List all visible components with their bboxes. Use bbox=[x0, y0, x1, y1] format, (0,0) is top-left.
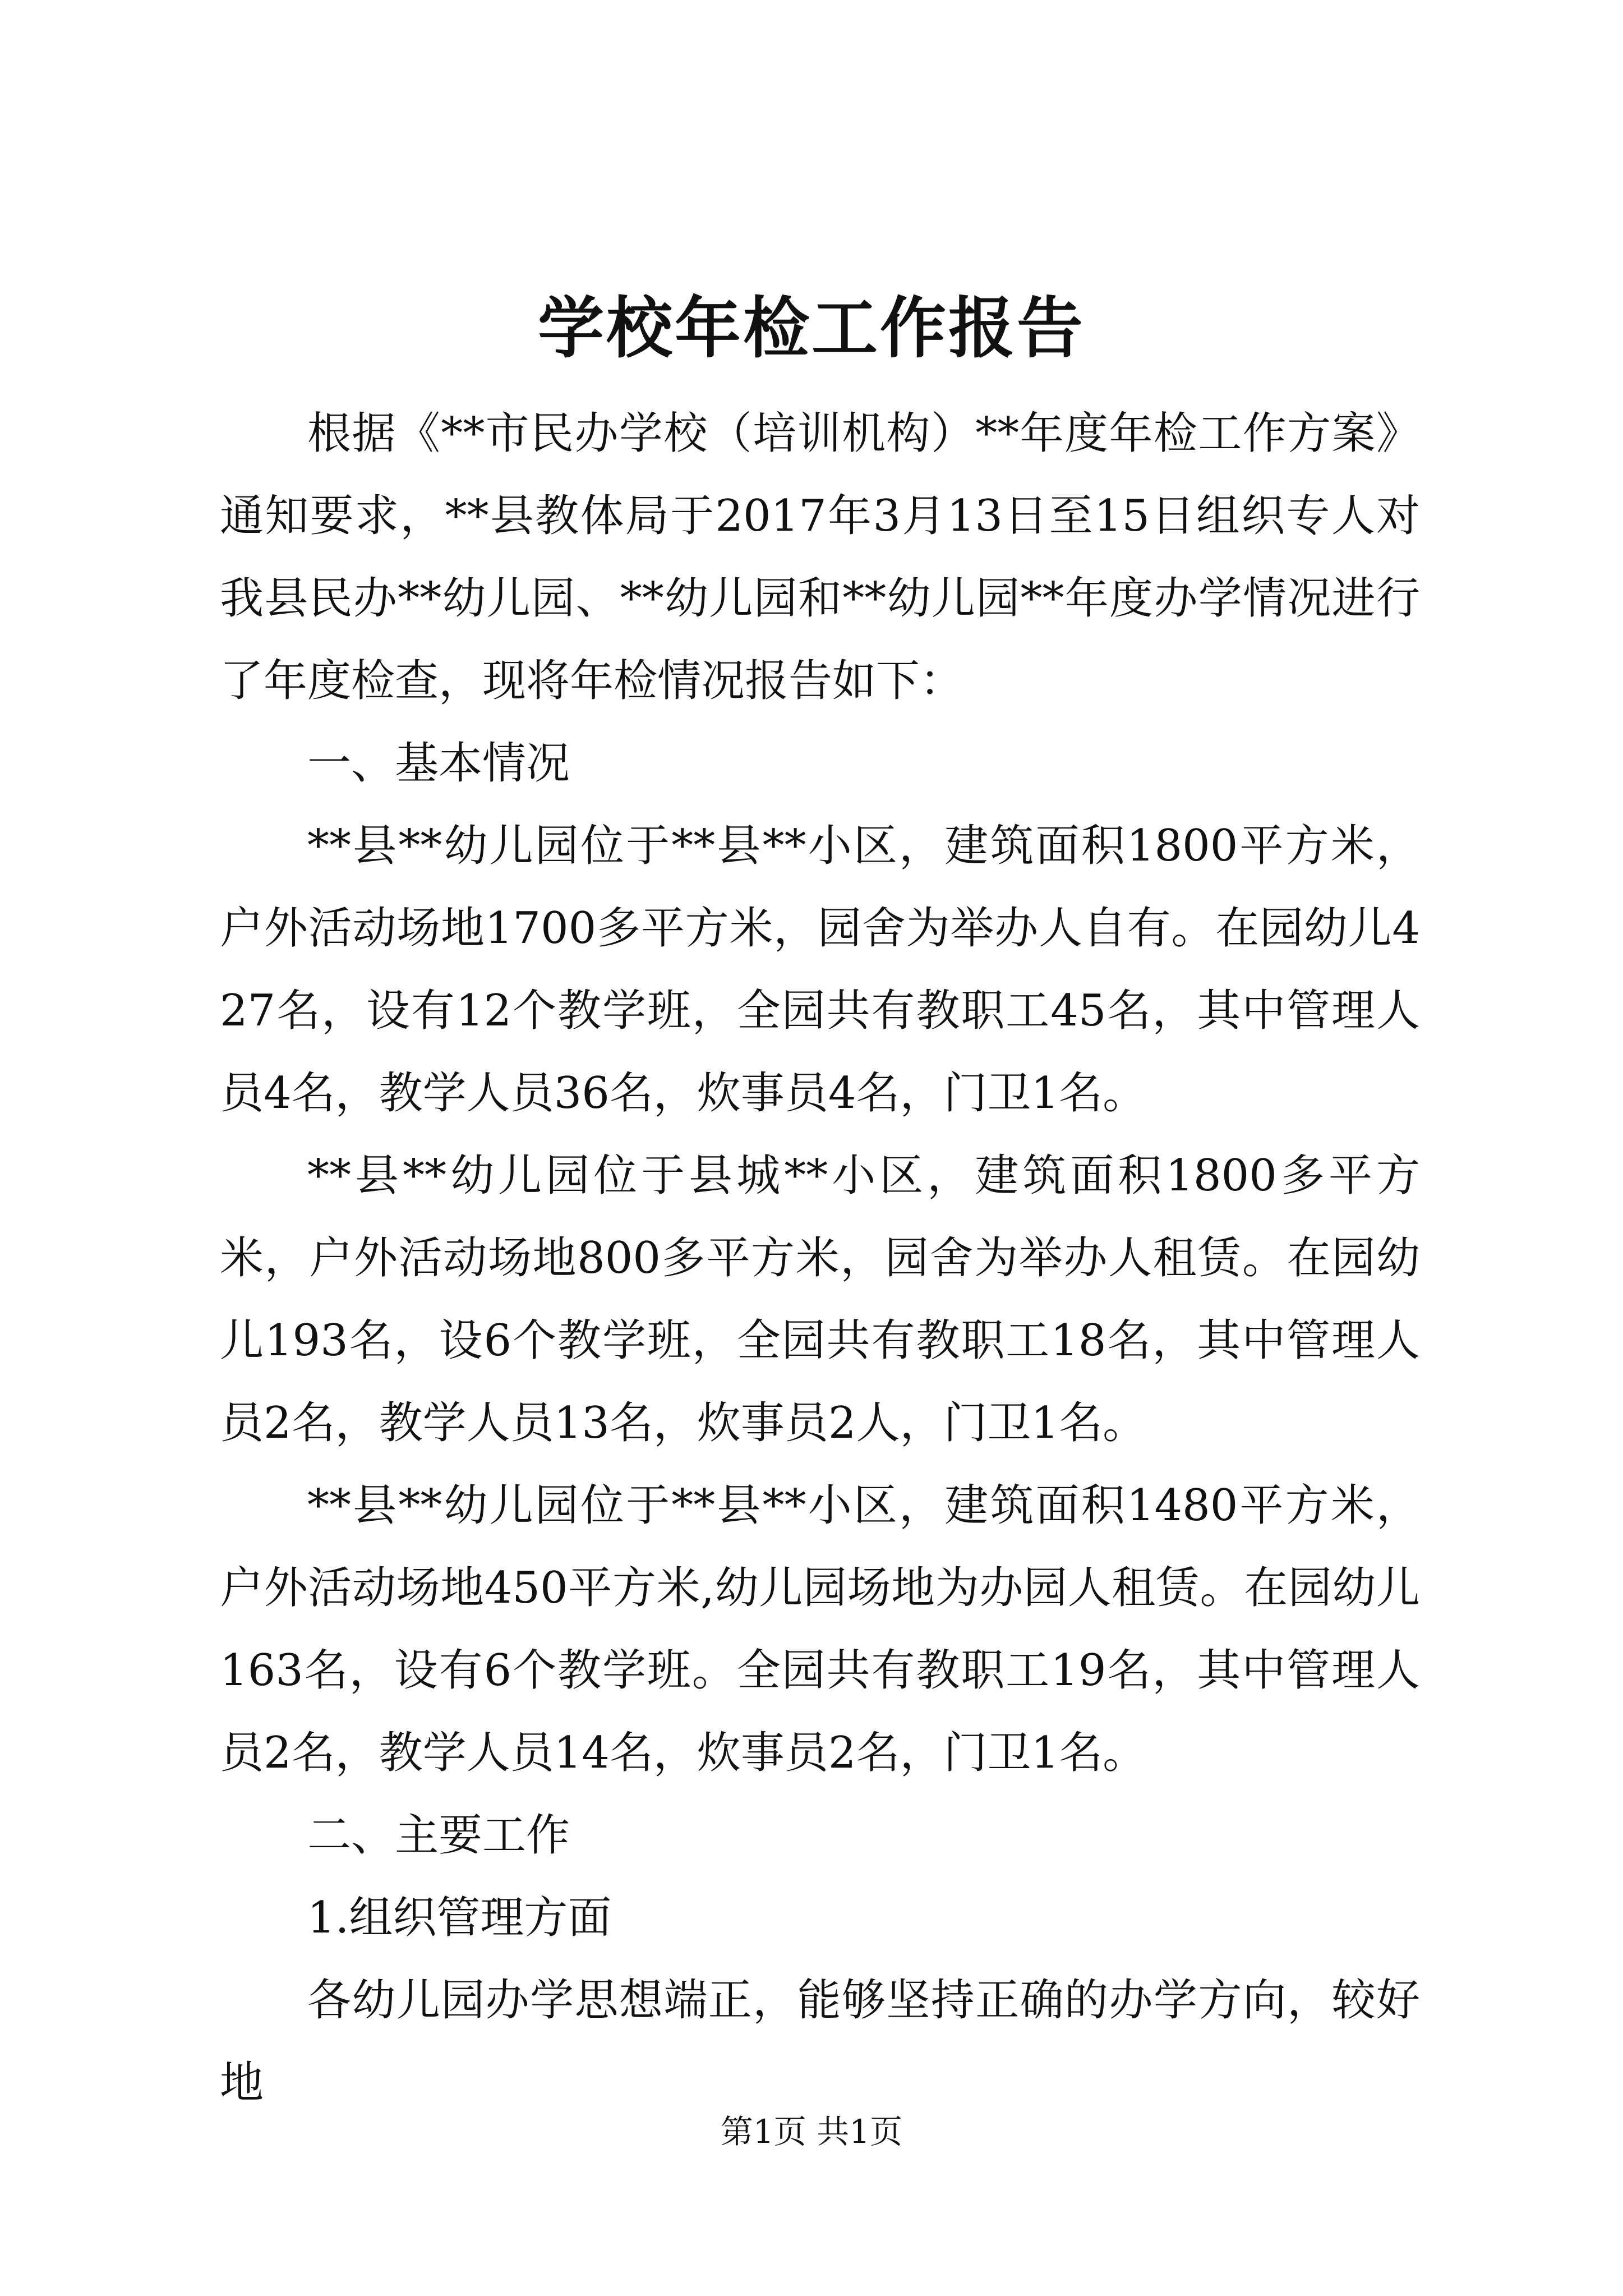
document-title: 学校年检工作报告 bbox=[537, 289, 1085, 367]
document-body bbox=[220, 393, 1420, 2124]
section-heading-basic-info: 一、基本情况 bbox=[307, 738, 570, 789]
paragraph-intro: 根据《**市民办学校（培训机构）**年度年检工作方案》通知要求，**县教体局于2017年3月13日至15日组织专人对我县民办**幼儿园、**幼儿园和**幼儿园**年度办学情况进行了年度检查，现将年检情况报告如下： bbox=[220, 408, 1420, 706]
paragraph-organization-management: 各幼儿园办学思想端正，能够坚持正确的办学方向，较好地 bbox=[220, 1975, 1420, 2108]
paragraph-kindergarten-2: **县**幼儿园位于县城**小区，建筑面积1800多平方米，户外活动场地800多平方米，园舍为举办人租赁。在园幼儿193名，设6个教学班，全园共有教职工18名，其中管理人员2名，教学人员13名，炊事员2人，门卫1名。 bbox=[220, 1151, 1420, 1448]
subheading-organization-management: 1.组织管理方面 bbox=[307, 1893, 612, 1943]
section-heading-main-work: 二、主要工作 bbox=[307, 1810, 570, 1861]
paragraph-kindergarten-1: **县**幼儿园位于**县**小区，建筑面积1800平方米，户外活动场地1700多平方米，园舍为举办人自有。在园幼儿427名，设有12个教学班，全园共有教职工45名，其中管理人员4名，教学人员36名，炊事员4名，门卫1名。 bbox=[220, 821, 1420, 1119]
page-footer: 第1页 共1页 bbox=[720, 2113, 903, 2151]
paragraph-kindergarten-3: **县**幼儿园位于**县**小区，建筑面积1480平方米，户外活动场地450平方米,幼儿园场地为办园人租赁。在园幼儿163名，设有6个教学班。全园共有教职工19名，其中管理人员2名，教学人员14名，炊事员2名，门卫1名。 bbox=[220, 1480, 1420, 1778]
